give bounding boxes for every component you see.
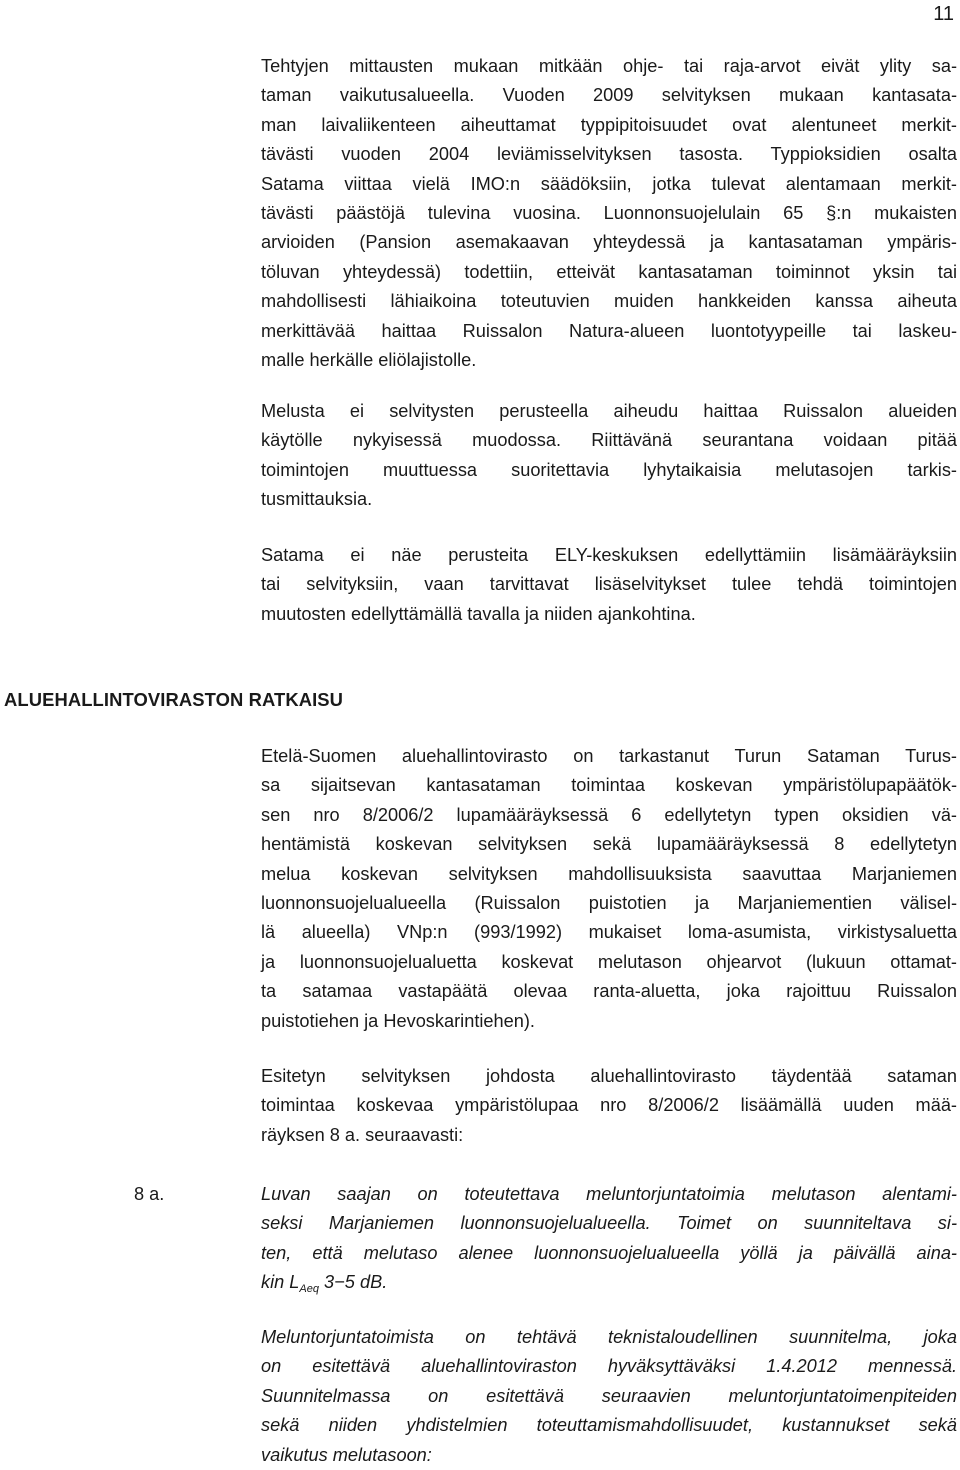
- paragraph-item-8a: [261, 1180, 957, 1305]
- text-line: lä alueella) VNp:n (993/1992) mukaiset loma-asumista, virkistysaluetta: [261, 922, 957, 943]
- text-line: Etelä-Suomen aluehallintovirasto on tarkastanut Turun Sataman Turus-: [261, 746, 957, 766]
- text-line: toimintaa koskevaa ympäristölupaa nro 8/2006/2 lisäämällä uuden mää-: [261, 1095, 957, 1116]
- text-line: käytölle nykyisessä muodossa. Riittävänä seurantana voidaan pitää: [261, 430, 957, 451]
- text-line: toimintojen muuttuessa suoritettavia lyhytaikaisia melutasojen tarkis-: [261, 459, 957, 480]
- paragraph-satama-response: [261, 541, 957, 629]
- text-line: sen nro 8/2006/2 lupamääräyksessä 6 edellytetyn typen oksidien vä-: [261, 804, 957, 825]
- text-line: Satama viittaa vielä IMO:n säädöksiin, jotka tulevat alentamaan merkit-: [261, 173, 957, 194]
- section-heading: ALUEHALLINTOVIRASTON RATKAISU: [4, 689, 344, 710]
- text-line: ta satamaa vastapäätä olevaa ranta-aluetta, joka rajoittuu Ruissalon: [261, 981, 957, 1002]
- text-line: ja luonnonsuojelualuetta koskevat melutason ohjearvot (lukuun ottamat-: [261, 951, 957, 972]
- text-line: luonnonsuojelualueella (Ruissalon puistotien ja Marjaniementien välisel-: [261, 893, 957, 914]
- text-line: Esitetyn selvityksen johdosta aluehallintovirasto täydentää sataman: [261, 1066, 957, 1086]
- text-line: sekä niiden yhdistelmien toteuttamismahdollisuudet, kustannukset sekä: [261, 1415, 957, 1436]
- page-number: 11: [933, 3, 954, 25]
- paragraph-noise-plan: [261, 1323, 957, 1470]
- text-line: man laivaliikenteen aiheuttamat typpipitoisuudet ovat alentuneet merkit-: [261, 114, 957, 135]
- text-line: mahdollisesti lähiaikoina toteutuvien muiden hankkeiden kanssa aiheuta: [261, 291, 957, 312]
- text-line: malle herkälle eliölajistolle.: [261, 350, 477, 371]
- text-line: puistotiehen ja Hevoskarintiehen).: [261, 1010, 535, 1031]
- text-fragment: 3−5 dB.: [319, 1272, 388, 1293]
- text-line: Tehtyjen mittausten mukaan mitkään ohje- tai raja-arvot eivät ylity sa-: [261, 56, 957, 76]
- text-line: sa sijaitsevan kantasataman toimintaa koskevan ympäristölupapäätök-: [261, 775, 957, 796]
- text-line: tai selvityksiin, vaan tarvittavat lisäselvitykset tulee tehdä toimintojen: [261, 574, 957, 595]
- text-line: tävästi päästöjä tulevina vuosina. Luonnonsuojelulain 65 §:n mukaisten: [261, 203, 957, 224]
- text-line: Luvan saajan on toteutettava meluntorjuntatoimia melutason alentami-: [261, 1184, 957, 1204]
- paragraph-noise: [261, 397, 957, 515]
- text-line: tävästi vuoden 2004 leviämisselvityksen tasosta. Typpioksidien osalta: [261, 144, 957, 165]
- text-line: arvioiden (Pansion asemakaavan yhteydessä ja kantasataman ympäris-: [261, 232, 957, 253]
- text-line: vaikutus melutasoon:: [261, 1444, 432, 1465]
- item-number: 8 a.: [134, 1184, 165, 1204]
- text-line: taman vaikutusalueella. Vuoden 2009 selvityksen mukaan kantasata-: [261, 85, 957, 106]
- text-line: ten, että melutaso alenee luonnonsuojelualueella yöllä ja päivällä aina-: [261, 1242, 957, 1263]
- text-line: muutosten edellyttämällä tavalla ja niiden ajankohtina.: [261, 603, 696, 624]
- text-fragment: kin L: [261, 1272, 300, 1293]
- text-line: tusmittauksia.: [261, 489, 373, 510]
- text-line: Melusta ei selvitysten perusteella aiheudu haittaa Ruissalon alueiden: [261, 401, 957, 421]
- paragraph-supplement: [261, 1062, 957, 1150]
- text-line: töluvan yhteydessä) todettiin, etteivät kantasataman toiminnot yksin tai: [261, 261, 957, 282]
- subscript-aeq: Aeq: [299, 1283, 319, 1296]
- text-line: räyksen 8 a. seuraavasti:: [261, 1124, 464, 1145]
- paragraph-emissions: [261, 52, 957, 375]
- text-line: Meluntorjuntatoimista on tehtävä teknistaloudellinen suunnitelma, joka: [261, 1327, 957, 1347]
- text-line: on esitettävä aluehallintoviraston hyväksyttäväksi 1.4.2012 mennessä.: [261, 1356, 957, 1377]
- text-line: Suunnitelmassa on esitettävä seuraavien meluntorjuntatoimenpiteiden: [261, 1385, 957, 1406]
- text-line: Satama ei näe perusteita ELY-keskuksen edellyttämiin lisämääräyksiin: [261, 545, 957, 565]
- text-line: hentämistä koskevan selvityksen sekä lupamääräyksessä 8 edellytetyn: [261, 834, 957, 855]
- text-line: merkittävää haittaa Ruissalon Natura-alueen luontotyypeille tai laskeu-: [261, 320, 957, 341]
- text-line: seksi Marjaniemen luonnonsuojelualueella. Toimet on suunniteltava si-: [261, 1213, 957, 1234]
- text-line-with-subscript: [261, 1268, 957, 1304]
- text-line: melua koskevan selvityksen mahdollisuuksista saavuttaa Marjaniemen: [261, 863, 957, 884]
- paragraph-decision: [261, 742, 957, 1036]
